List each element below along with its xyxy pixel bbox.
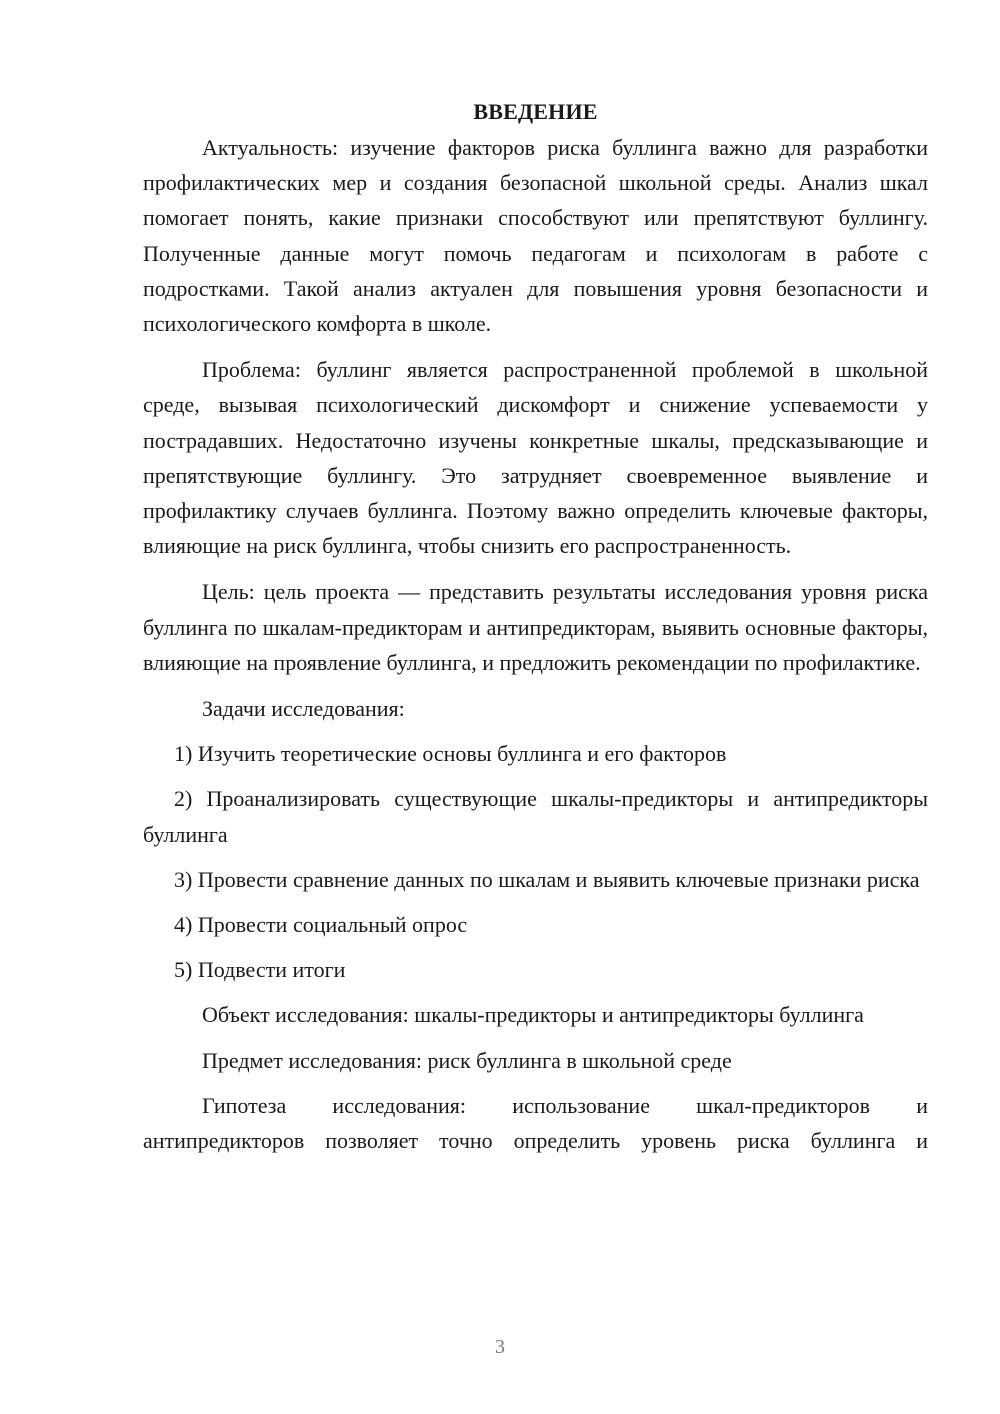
task-item-4: 4) Провести социальный опрос [174, 912, 468, 938]
task-item-5: 5) Подвести итоги [174, 957, 346, 983]
tasks-title: Задачи исследования: [202, 696, 405, 722]
page-number: 3 [495, 1336, 505, 1358]
paragraph-relevance: Актуальность: изучение факторов риска буллинга важно для разработки профилактических мер и создания безопасной школьной среды. Анализ шкал помогает понять, какие признаки способствуют или препятствуют буллингу. Полученные данные могут помочь педагогам и психологам в работе с подростками. Такой анализ актуален для повышения уровня безопасности и психологического комфорта в школе. [143, 135, 928, 337]
paragraph-problem: Проблема: буллинг является распространенной проблемой в школьной среде, вызывая психологический дискомфорт и снижение успеваемости у пострадавших. Недостаточно изучены конкретные шкалы, предсказывающие и препятствующие буллингу. Это затрудняет своевременное выявление и профилактику случаев буллинга. Поэтому важно определить ключевые факторы, влияющие на риск буллинга, чтобы снизить его распространенность. [143, 357, 928, 559]
task-item-2: 2) Проанализировать существующие шкалы-предикторы и антипредикторы буллинга [143, 786, 928, 847]
paragraph-object: Объект исследования: шкалы-предикторы и антипредикторы буллинга [202, 1002, 864, 1028]
section-heading: ВВЕДЕНИЕ [473, 99, 598, 124]
paragraph-subject: Предмет исследования: риск буллинга в школьной среде [202, 1047, 732, 1073]
page-content [143, 94, 928, 1158]
paragraph-hypothesis: Гипотеза исследования: использование шкал-предикторов и антипредикторов позволяет точно определить уровень риска буллинга и [143, 1092, 928, 1154]
task-item-1: 1) Изучить теоретические основы буллинга и его факторов [174, 741, 727, 767]
paragraph-goal: Цель: цель проекта — представить результаты исследования уровня риска буллинга по шкалам-предикторам и антипредикторам, выявить основные факторы, влияющие на проявление буллинга, и предложить рекомендации по профилактике. [143, 579, 928, 675]
task-item-3: 3) Провести сравнение данных по шкалам и выявить ключевые признаки риска [174, 866, 920, 892]
